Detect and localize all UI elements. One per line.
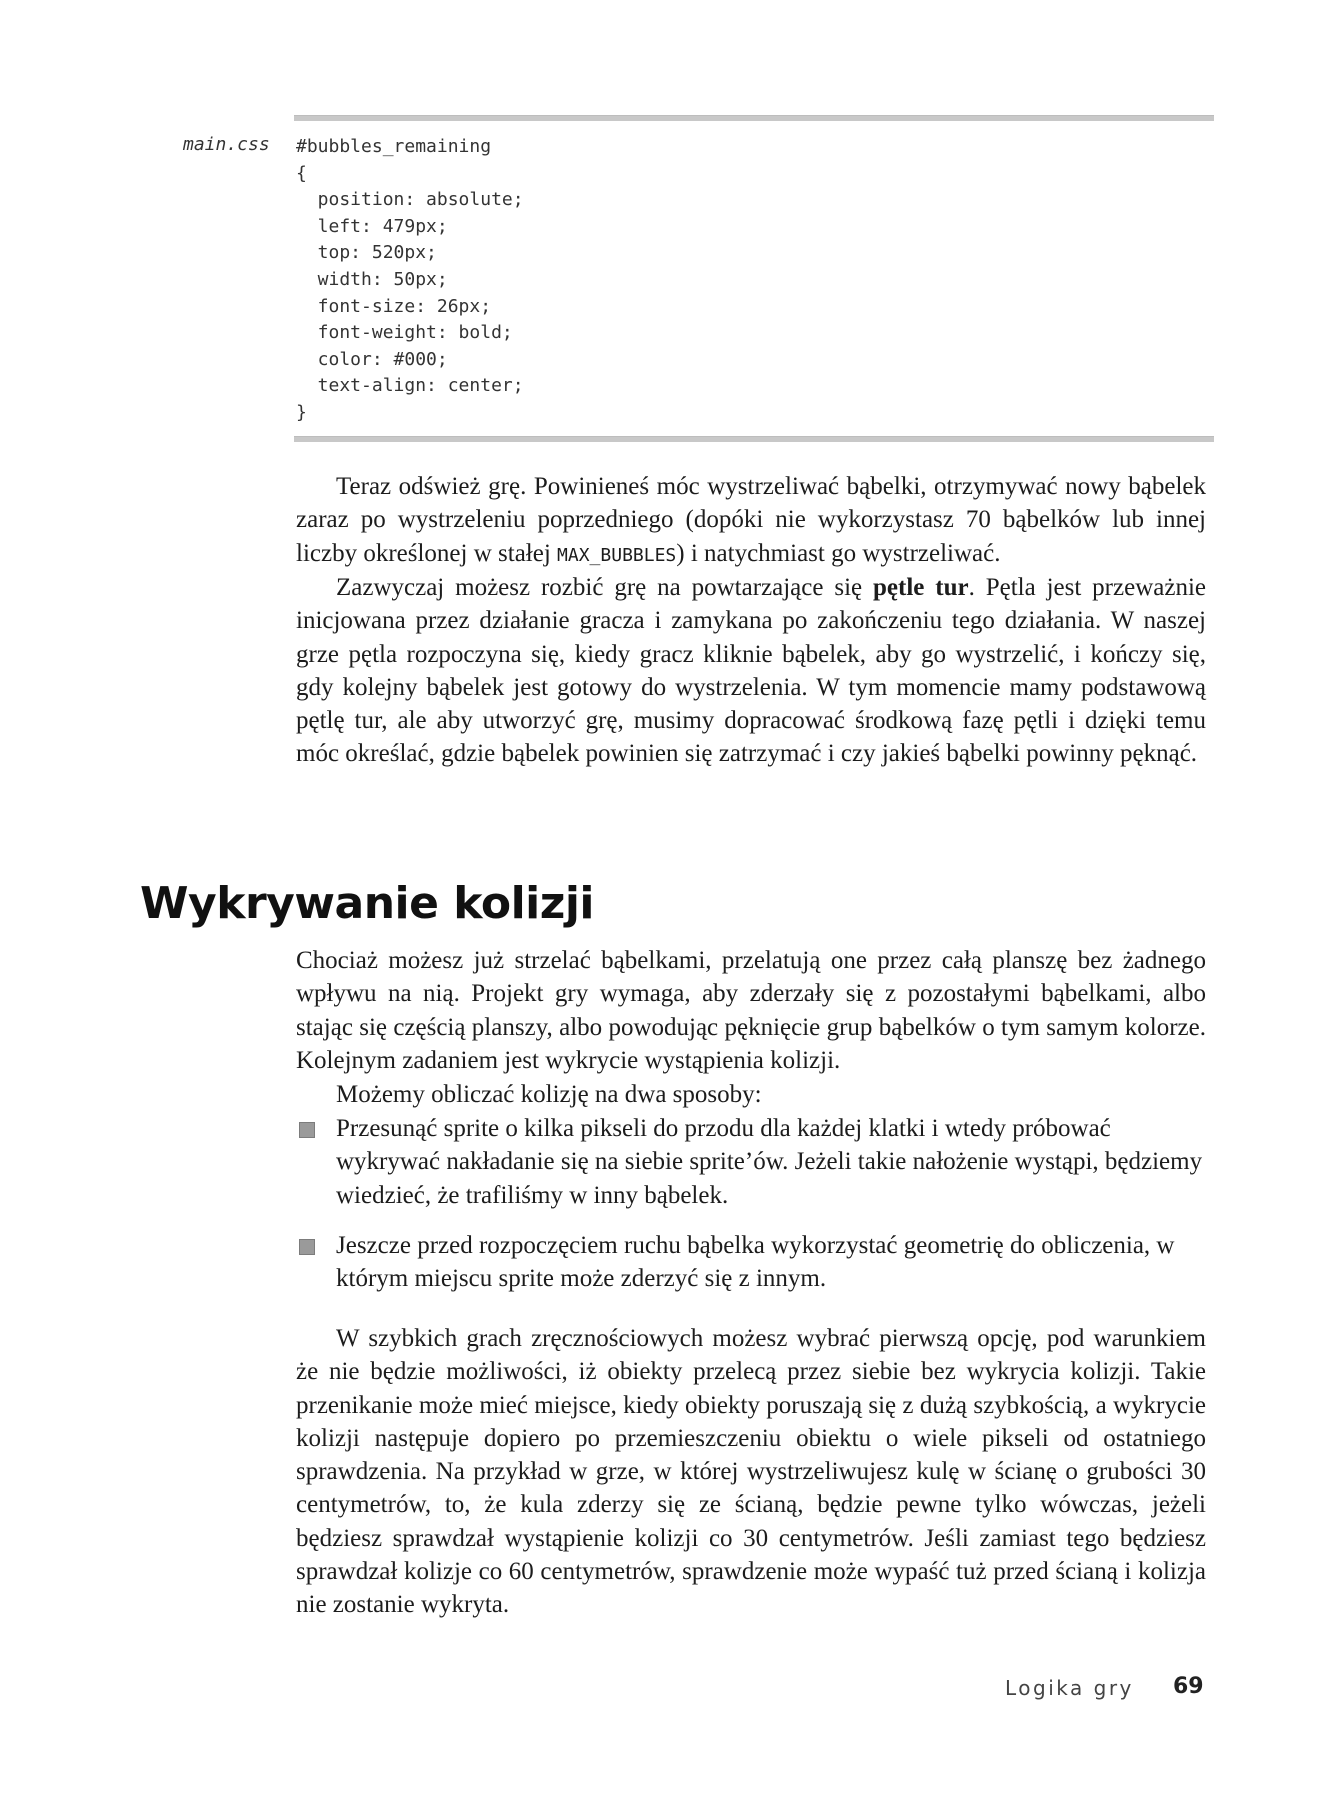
paragraph-text: Zazwyczaj możesz rozbić grę na powtarzające się xyxy=(336,574,873,601)
bold-term: pętle tur xyxy=(873,574,969,601)
page-number: 69 xyxy=(1173,1674,1204,1699)
paragraph-text: ) i natychmiast go wystrzeliwać. xyxy=(676,539,1001,567)
list-item xyxy=(296,1229,1206,1296)
square-bullet-icon xyxy=(299,1122,315,1138)
paragraph-refresh-game xyxy=(296,470,1206,572)
code-listing: #bubbles_remaining { position: absolute; left: 479px; top: 520px; width: 50px; font-size: 26px; font-weight: bold; color: #000; text-align: center; } xyxy=(296,136,524,423)
paragraph-text: . Pętla jest przeważnie inicjowana przez działanie gracza i zamykana po zakończeniu tego działania. W naszej grze pętla rozpoczyna się, kiedy gracz kliknie bąbelek, aby go wystrzelić, i kończy się, gdy kolejny bąbelek jest gotowy do wystrzelenia. W tym momencie mamy podstawową pętlę tur, ale aby utworzyć grę, musimy dopracować środkową fazę pętli i dzięki temu móc określać, gdzie bąbelek powinien się zatrzymać i czy jakieś bąbelki powinny pęknąć. xyxy=(296,574,1206,768)
paragraph-collision-intro: Chociaż możesz już strzelać bąbelkami, przelatują one przez całą planszę bez żadnego wpływu na nią. Projekt gry wymaga, aby zderzały się z pozostałymi bąbelkami, albo stając się częścią planszy, albo powodując pęknięcie grup bąbelków o tym samym kolorze. Kolejnym zadaniem jest wykrycie wystąpienia kolizji. xyxy=(296,947,1206,1074)
code-bottom-rule xyxy=(294,436,1214,442)
list-item-text: Przesunąć sprite o kilka pikseli do przodu dla każdej klatki i wtedy próbować wykrywać nakładanie się na siebie sprite’ów. Jeżeli takie nałożenie wystąpi, będziemy wiedzieć, że trafiliśmy w inny bąbelek. xyxy=(336,1115,1203,1209)
square-bullet-icon xyxy=(299,1239,315,1255)
paragraph-two-ways: Możemy obliczać kolizję na dwa sposoby: xyxy=(336,1081,762,1108)
code-file-label: main.css xyxy=(183,134,270,155)
paragraph-fast-games: W szybkich grach zręcznościowych możesz wybrać pierwszą opcję, pod warunkiem że nie będzie możliwości, iż obiekty przelecą przez siebie bez wykrycia kolizji. Takie przenikanie może mieć miejsce, kiedy obiekty poruszają się z dużą szybkością, a wykrycie kolizji następuje dopiero po przemieszczeniu obiektu o wiele pikseli od ostatniego sprawdzenia. Na przykład w grze, w której wystrzeliwujesz kulę w ścianę o grubości 30 centymetrów, to, że kula zderzy się ze ścianą, będzie pewne tylko wówczas, jeżeli będziesz sprawdzał wystąpienie kolizji co 30 centymetrów. Jeśli zamiast tego będziesz sprawdzał kolizje co 60 centymetrów, sprawdzenie może wypaść tuż przed ścianą i kolizja nie zostanie wykryta. xyxy=(296,1325,1206,1619)
inline-code: MAX_BUBBLES xyxy=(557,544,677,566)
list-item xyxy=(296,1112,1206,1212)
code-top-rule xyxy=(294,115,1214,121)
running-footer-title: Logika gry xyxy=(1005,1676,1134,1700)
list-item-text: Jeszcze przed rozpoczęciem ruchu bąbelka wykorzystać geometrię do obliczenia, w którym miejscu sprite może zderzyć się z innym. xyxy=(336,1232,1175,1293)
paragraph-text: Teraz odśwież grę. Powinieneś móc wystrzeliwać bąbelki, otrzymywać nowy bąbelek zaraz po wystrzeleniu poprzedniego (dopóki nie wykorzystasz 70 bąbelków lub innej liczby określonej w stałej xyxy=(296,473,1206,567)
section-heading: Wykrywanie kolizji xyxy=(140,878,595,929)
paragraph-turn-loops xyxy=(296,571,1206,771)
